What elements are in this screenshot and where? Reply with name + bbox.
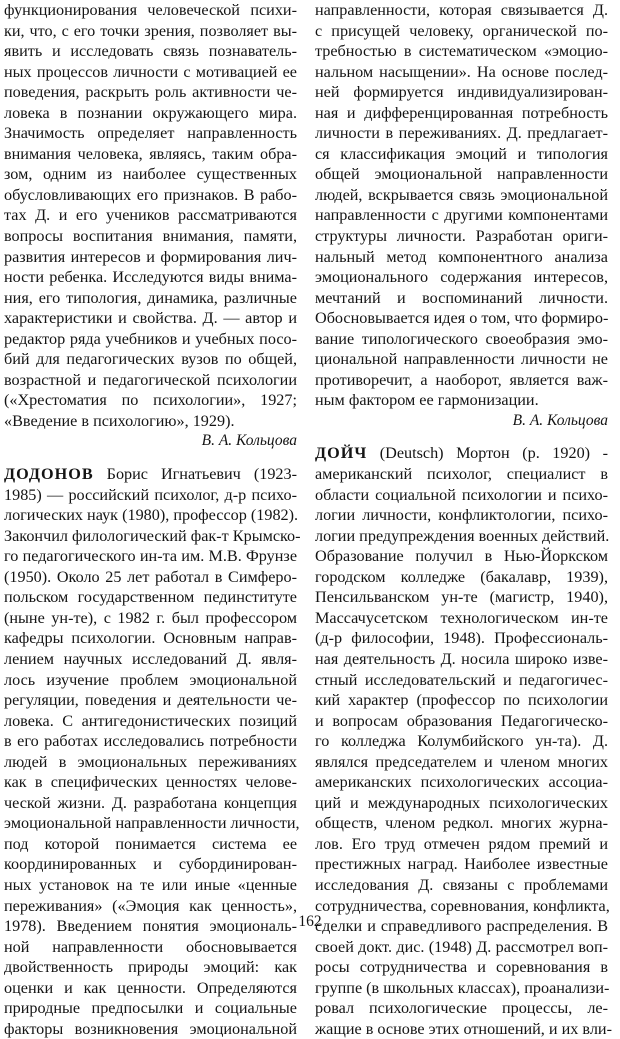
text-line: с присущей человеку, органической по- [315, 21, 608, 40]
text-line: направленности с другими компонентами [315, 206, 608, 225]
text-line: сотрудничества, соревнования, конфликта, [315, 896, 610, 915]
text-line: функционирования человеческой психи- [4, 1, 297, 19]
text-line: явить и исследовать связь познаватель- [4, 42, 297, 61]
text-line: кий характер (профессор по психологии [315, 691, 608, 710]
text-line: Значимость определяет направленность [4, 124, 297, 143]
left-column [4, 0, 301, 1039]
text-line: вопросы воспитания внимания, памяти, [4, 227, 297, 246]
text-line: сделки и справедливого распределения. В [315, 917, 608, 936]
text-line: ся классификация эмоций и типология [315, 144, 608, 163]
text-line: ности ребенка. Исследуются виды внима- [4, 268, 297, 287]
text-line: группе (в школьных классах), проанализи- [315, 978, 610, 997]
text-line: (1950). Около 25 лет работал в Симферо- [4, 567, 297, 586]
text-line: «Введение в психологию», 1929). [4, 411, 235, 430]
text-line: как в специфических ценностях челове- [4, 773, 297, 792]
text-line: обусловливающих его признаков. В рабо- [4, 185, 297, 204]
text-line: структуры личности. Разработан ориги- [315, 227, 608, 246]
text-line: природные предпосылки и социальные [4, 999, 297, 1018]
text-line: 1978). Введением понятия эмоциональ- [4, 917, 297, 936]
text-line: людей, вскрывается связь эмоциональной [315, 185, 608, 204]
text-line: ций и международных психологических [315, 793, 608, 812]
text-line: ровал психологические процессы, ле- [315, 999, 608, 1018]
right-column [315, 0, 612, 1039]
text-line: ловека. С антигедонистических позиций [4, 711, 297, 730]
text-line: общей эмоциональной направленности [315, 165, 608, 184]
text-line: вание типологического своеобразия эмо- [315, 329, 608, 348]
text-line: личности в переживаниях. Д. предлагает- [315, 124, 608, 143]
text-line: нальный метод компонентного анализа [315, 247, 608, 266]
text-line: мечтаний и воспоминаний личности. [315, 288, 608, 307]
text-line: регуляции, поведения и деятельности че- [4, 691, 297, 710]
text-line: («Хрестоматия по психологии», 1927; [4, 391, 297, 410]
text-line: жащие в основе этих отношений, и их вли- [315, 1019, 612, 1038]
text-line: ней формируется индивидуализирован- [315, 83, 608, 102]
text-line: координированных и субординирован- [4, 855, 297, 874]
text-line: городском колледже (бакалавр, 1939), [315, 567, 608, 586]
text-line: области социальной психологии и психо- [315, 485, 608, 504]
text-line: Массачусетском технологическом ин-те [315, 608, 608, 627]
entry-dodonov-text [4, 485, 301, 1039]
text-line: Образование получил в Нью-Йоркском [315, 547, 608, 566]
text-line: и вопросам образования Педагогическо- [315, 711, 608, 730]
text-line: противоречит, а наоборот, является важ- [315, 370, 608, 389]
text-line: ным фактором ее гармонизации. [315, 391, 539, 410]
text-line: ной направленности обосновывается [4, 937, 297, 956]
entry-dodonov-continuation [315, 0, 608, 411]
text-line: требностью в систематическом «эмоцио- [315, 42, 608, 61]
text-line: логии предупреждения военных действий. [315, 526, 610, 545]
entry-dodonov-first-line: Борис Игнатьевич (1923- [93, 465, 297, 484]
text-line: ная и дифференцированная потребность [315, 103, 608, 122]
author-signature: В. А. Кольцова [201, 432, 297, 450]
text-line: логии личности, конфликтологии, психо- [315, 506, 608, 525]
entry-deutsch-text [315, 464, 612, 1039]
text-line: людей в эмоциональных переживаниях [4, 752, 297, 771]
text-line: факторы возникновения эмоциональной [4, 1019, 297, 1038]
text-line: направленности, которая связывается Д. [315, 1, 608, 19]
text-line: циональной направленности личности не [315, 350, 608, 369]
text-line: Закончил филологический фак-т Крымско- [4, 526, 301, 545]
text-line: оценки и как ценности. Определяются [4, 978, 297, 997]
page-number: 162 [298, 913, 322, 930]
text-line: ных установок на те или иные «ценные [4, 875, 297, 894]
text-line: эмоциональной направленности личности, [4, 814, 300, 833]
text-line: поведения, раскрыть роль активности че- [4, 83, 297, 102]
text-line: возрастной и педагогической психологии [4, 370, 297, 389]
text-line: лов. Его труд отмечен рядом премий и [315, 834, 608, 853]
text-line: кафедры психологии. Основным направ- [4, 629, 297, 648]
text-line: ловека в познании окружающего мира. [4, 103, 297, 122]
entry-dodonov-heading-line [4, 464, 297, 485]
text-line: ных процессов личности с мотивацией ее [4, 62, 297, 81]
text-line: являлся председателем и членом многих [315, 752, 608, 771]
text-line: двойственность природы эмоций: как [4, 958, 297, 977]
text-line: эмоционального содержания интересов, [315, 268, 608, 287]
text-line: престижных наград. Наиболее известные [315, 855, 608, 874]
author-signature: В. А. Кольцова [512, 411, 608, 429]
text-line: под которой понимается система ее [4, 834, 297, 853]
text-line: зом, одним из наиболее существенных [4, 165, 297, 184]
text-line: ческой жизни. Д. разработана концепция [4, 793, 297, 812]
text-line: развития интересов и формирования лич- [4, 247, 297, 266]
text-line: логических наук (1980), профессор (1982). [4, 506, 299, 525]
text-line: редактор ряда учебников и учебных посо- [4, 329, 297, 348]
text-line: лением научных исследований Д. явля- [4, 649, 297, 668]
headword-deutsch: ДОЙЧ [315, 444, 368, 463]
text-line: в его работах исследовались потребности [4, 732, 297, 751]
text-line: американский психолог, специалист в [315, 465, 608, 484]
text-line: ки, что, с его точки зрения, позволяет вы- [4, 21, 297, 40]
text-line: 1985) — российский психолог, д-р психо- [4, 485, 297, 504]
text-line: лось изучение проблем эмоциональной [4, 670, 297, 689]
text-line: го педагогического ин-та им. М.В. Фрунзе [4, 547, 297, 566]
text-line: обществ, членом редкол. многих журна- [315, 814, 608, 833]
text-line: росы сотрудничества и соревнования в [315, 958, 608, 977]
text-line: го колледжа Колумбийского ун-та). Д. [315, 732, 608, 751]
text-line: переживания» («Эмоция как ценность», [4, 896, 297, 915]
text-line: своей докт. дис. (1948) Д. рассмотрел воп- [315, 937, 608, 956]
text-line: внимания человека, являясь, таким обра- [4, 144, 297, 163]
text-line: тах Д. и его учеников рассматриваются [4, 206, 297, 225]
text-line: польском государственном пединституте [4, 588, 297, 607]
text-line: характеристики и свойства. Д. — автор и [4, 309, 297, 328]
text-line: (д-р философии, 1948). Профессиональ- [315, 629, 608, 648]
text-line: бий для педагогических вузов по общей, [4, 350, 297, 369]
text-line: Обосновывается идея о том, что формиро- [315, 309, 609, 328]
text-line: американских психологических ассоциа- [315, 773, 608, 792]
text-line: ния, его типология, динамика, различные [4, 288, 297, 307]
continued-entry-text [4, 0, 297, 431]
text-line: стный исследовательский и педагогичес- [315, 670, 608, 689]
text-line: Пенсильванском ун-те (магистр, 1940), [315, 588, 608, 607]
text-line: нальном насыщении». На основе послед- [315, 62, 608, 81]
entry-deutsch-first-line: (Deutsch) Мортон (р. 1920) - [367, 444, 608, 463]
headword-dodonov: ДОДОНОВ [4, 465, 94, 484]
text-line: (ныне ун-те), с 1982 г. был профессором [4, 608, 297, 627]
text-line: ная деятельность Д. носила широко изве- [315, 649, 608, 668]
text-line: исследования Д. связаны с проблемами [315, 875, 608, 894]
entry-deutsch-heading-line [315, 443, 608, 464]
